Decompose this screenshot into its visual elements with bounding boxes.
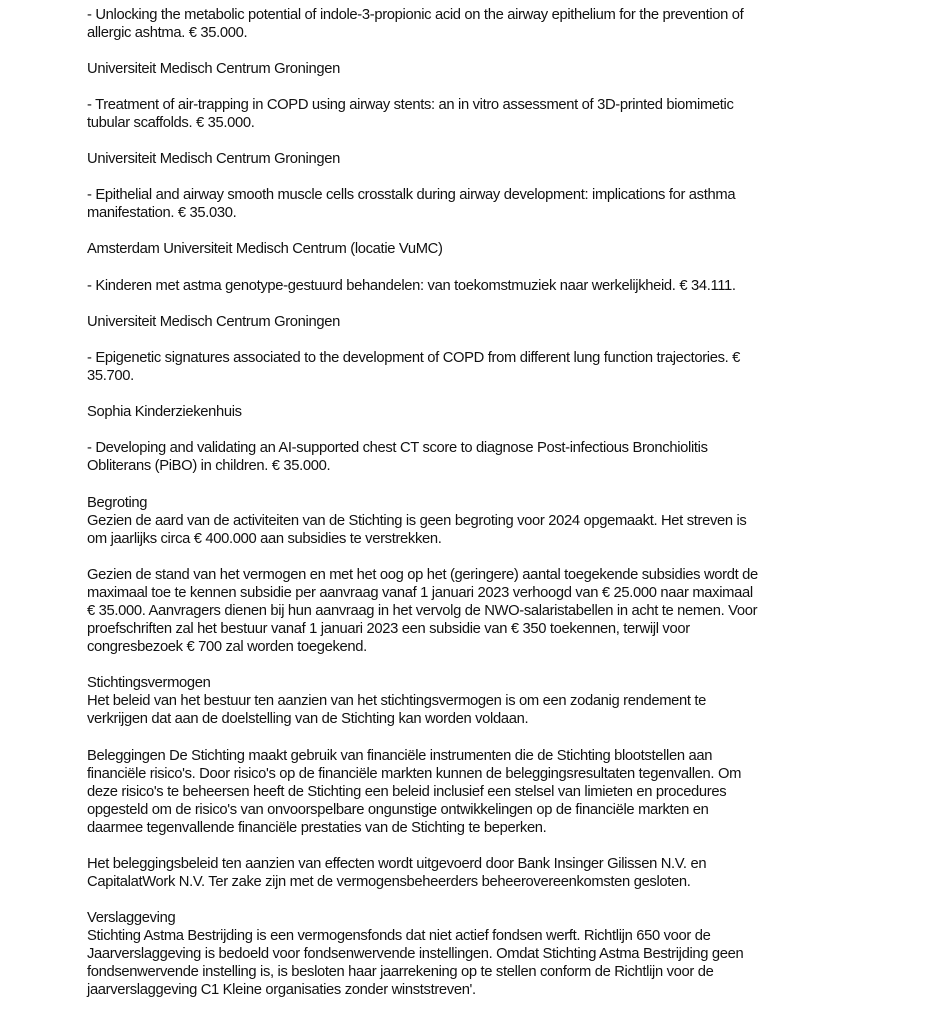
begroting-text: maximaal toe te kennen subsidie per aanvraag vanaf 1 januari 2023 verhoogd van € 25.000 naar maximaal	[87, 584, 753, 601]
verslaggeving-text: Jaarverslaggeving is bedoeld voor fondsenwervende instellingen. Omdat Stichting Astma Bestrijding geen	[87, 945, 744, 962]
grant-project-text: tubular scaffolds. € 35.000.	[87, 114, 255, 131]
grant-project-text: - Developing and validating an AI-supported chest CT score to diagnose Post-infectious Bronchiolitis	[87, 439, 708, 456]
begroting-text: congresbezoek € 700 zal worden toegekend.	[87, 638, 367, 655]
grant-project-text: - Epigenetic signatures associated to the development of COPD from different lung function trajectories. €	[87, 349, 741, 366]
section-heading-stichtingsvermogen: Stichtingsvermogen	[87, 674, 211, 691]
grant-institution: Universiteit Medisch Centrum Groningen	[87, 150, 340, 167]
grant-project-text: 35.700.	[87, 367, 134, 384]
begroting-text: € 35.000. Aanvragers dienen bij hun aanvraag in het vervolg de NWO-salaristabellen in acht te nemen. Voor	[87, 602, 758, 619]
beleggingen-text: financiële risico's. Door risico's op de financiële markten kunnen de beleggingsresultaten tegenvallen. Om	[87, 765, 742, 782]
stichtingsvermogen-text: Het beleid van het bestuur ten aanzien van het stichtingsvermogen is om een zodanig rendement te	[87, 692, 707, 709]
beleggingen-text: opgesteld om de risico's van onvoorspelbare ongunstige ontwikkelingen op de financiële markten en	[87, 801, 709, 818]
verslaggeving-text: Stichting Astma Bestrijding is een vermogensfonds dat niet actief fondsen werft. Richtlijn 650 voor de	[87, 927, 711, 944]
begroting-text: proefschriften zal het bestuur vanaf 1 januari 2023 een subsidie van € 350 toekennen, terwijl voor	[87, 620, 690, 637]
beleggingsbeleid-text: Het beleggingsbeleid ten aanzien van effecten wordt uitgevoerd door Bank Insinger Gilissen N.V. en	[87, 855, 707, 872]
beleggingsbeleid-text: CapitalatWork N.V. Ter zake zijn met de vermogensbeheerders beheerovereenkomsten gesloten.	[87, 873, 691, 890]
grant-project-text: allergic ashtma. € 35.000.	[87, 24, 248, 41]
grant-project-text: manifestation. € 35.030.	[87, 204, 237, 221]
verslaggeving-text: fondsenwervende instelling is, is besloten haar jaarrekening op te stellen conform de Richtlijn voor de	[87, 963, 714, 980]
begroting-text: Gezien de stand van het vermogen en met het oog op het (geringere) aantal toegekende subsidies wordt de	[87, 566, 758, 583]
section-heading-begroting: Begroting	[87, 494, 148, 511]
begroting-text: Gezien de aard van de activiteiten van de Stichting is geen begroting voor 2024 opgemaakt. Het streven is	[87, 512, 747, 529]
grant-institution: Amsterdam Universiteit Medisch Centrum (locatie VuMC)	[87, 240, 443, 257]
begroting-text: om jaarlijks circa € 400.000 aan subsidies te verstrekken.	[87, 530, 442, 547]
beleggingen-text: Beleggingen De Stichting maakt gebruik van financiële instrumenten die de Stichting blootstellen aan	[87, 747, 713, 764]
grant-institution: Universiteit Medisch Centrum Groningen	[87, 313, 340, 330]
verslaggeving-text: jaarverslaggeving C1 Kleine organisaties zonder winststreven'.	[87, 981, 476, 998]
grant-project-text: Obliterans (PiBO) in children. € 35.000.	[87, 457, 331, 474]
beleggingen-text: deze risico's te beheersen heeft de Stichting een beleid inclusief een stelsel van limieten en procedures	[87, 783, 727, 800]
grant-institution: Sophia Kinderziekenhuis	[87, 403, 242, 420]
grant-institution: Universiteit Medisch Centrum Groningen	[87, 60, 340, 77]
grant-project-text: - Treatment of air-trapping in COPD using airway stents: an in vitro assessment of 3D-printed biomimetic	[87, 96, 734, 113]
beleggingen-text: daarmee tegenvallende financiële prestaties van de Stichting te beperken.	[87, 819, 547, 836]
grant-project-text: - Kinderen met astma genotype-gestuurd behandelen: van toekomstmuziek naar werkelijkheid. € 34.111.	[87, 277, 736, 294]
section-heading-verslaggeving: Verslaggeving	[87, 909, 176, 926]
grant-project-text: - Unlocking the metabolic potential of indole-3-propionic acid on the airway epithelium for the prevention of	[87, 6, 744, 23]
grant-project-text: - Epithelial and airway smooth muscle cells crosstalk during airway development: implications for asthma	[87, 186, 736, 203]
stichtingsvermogen-text: verkrijgen dat aan de doelstelling van de Stichting kan worden voldaan.	[87, 710, 529, 727]
